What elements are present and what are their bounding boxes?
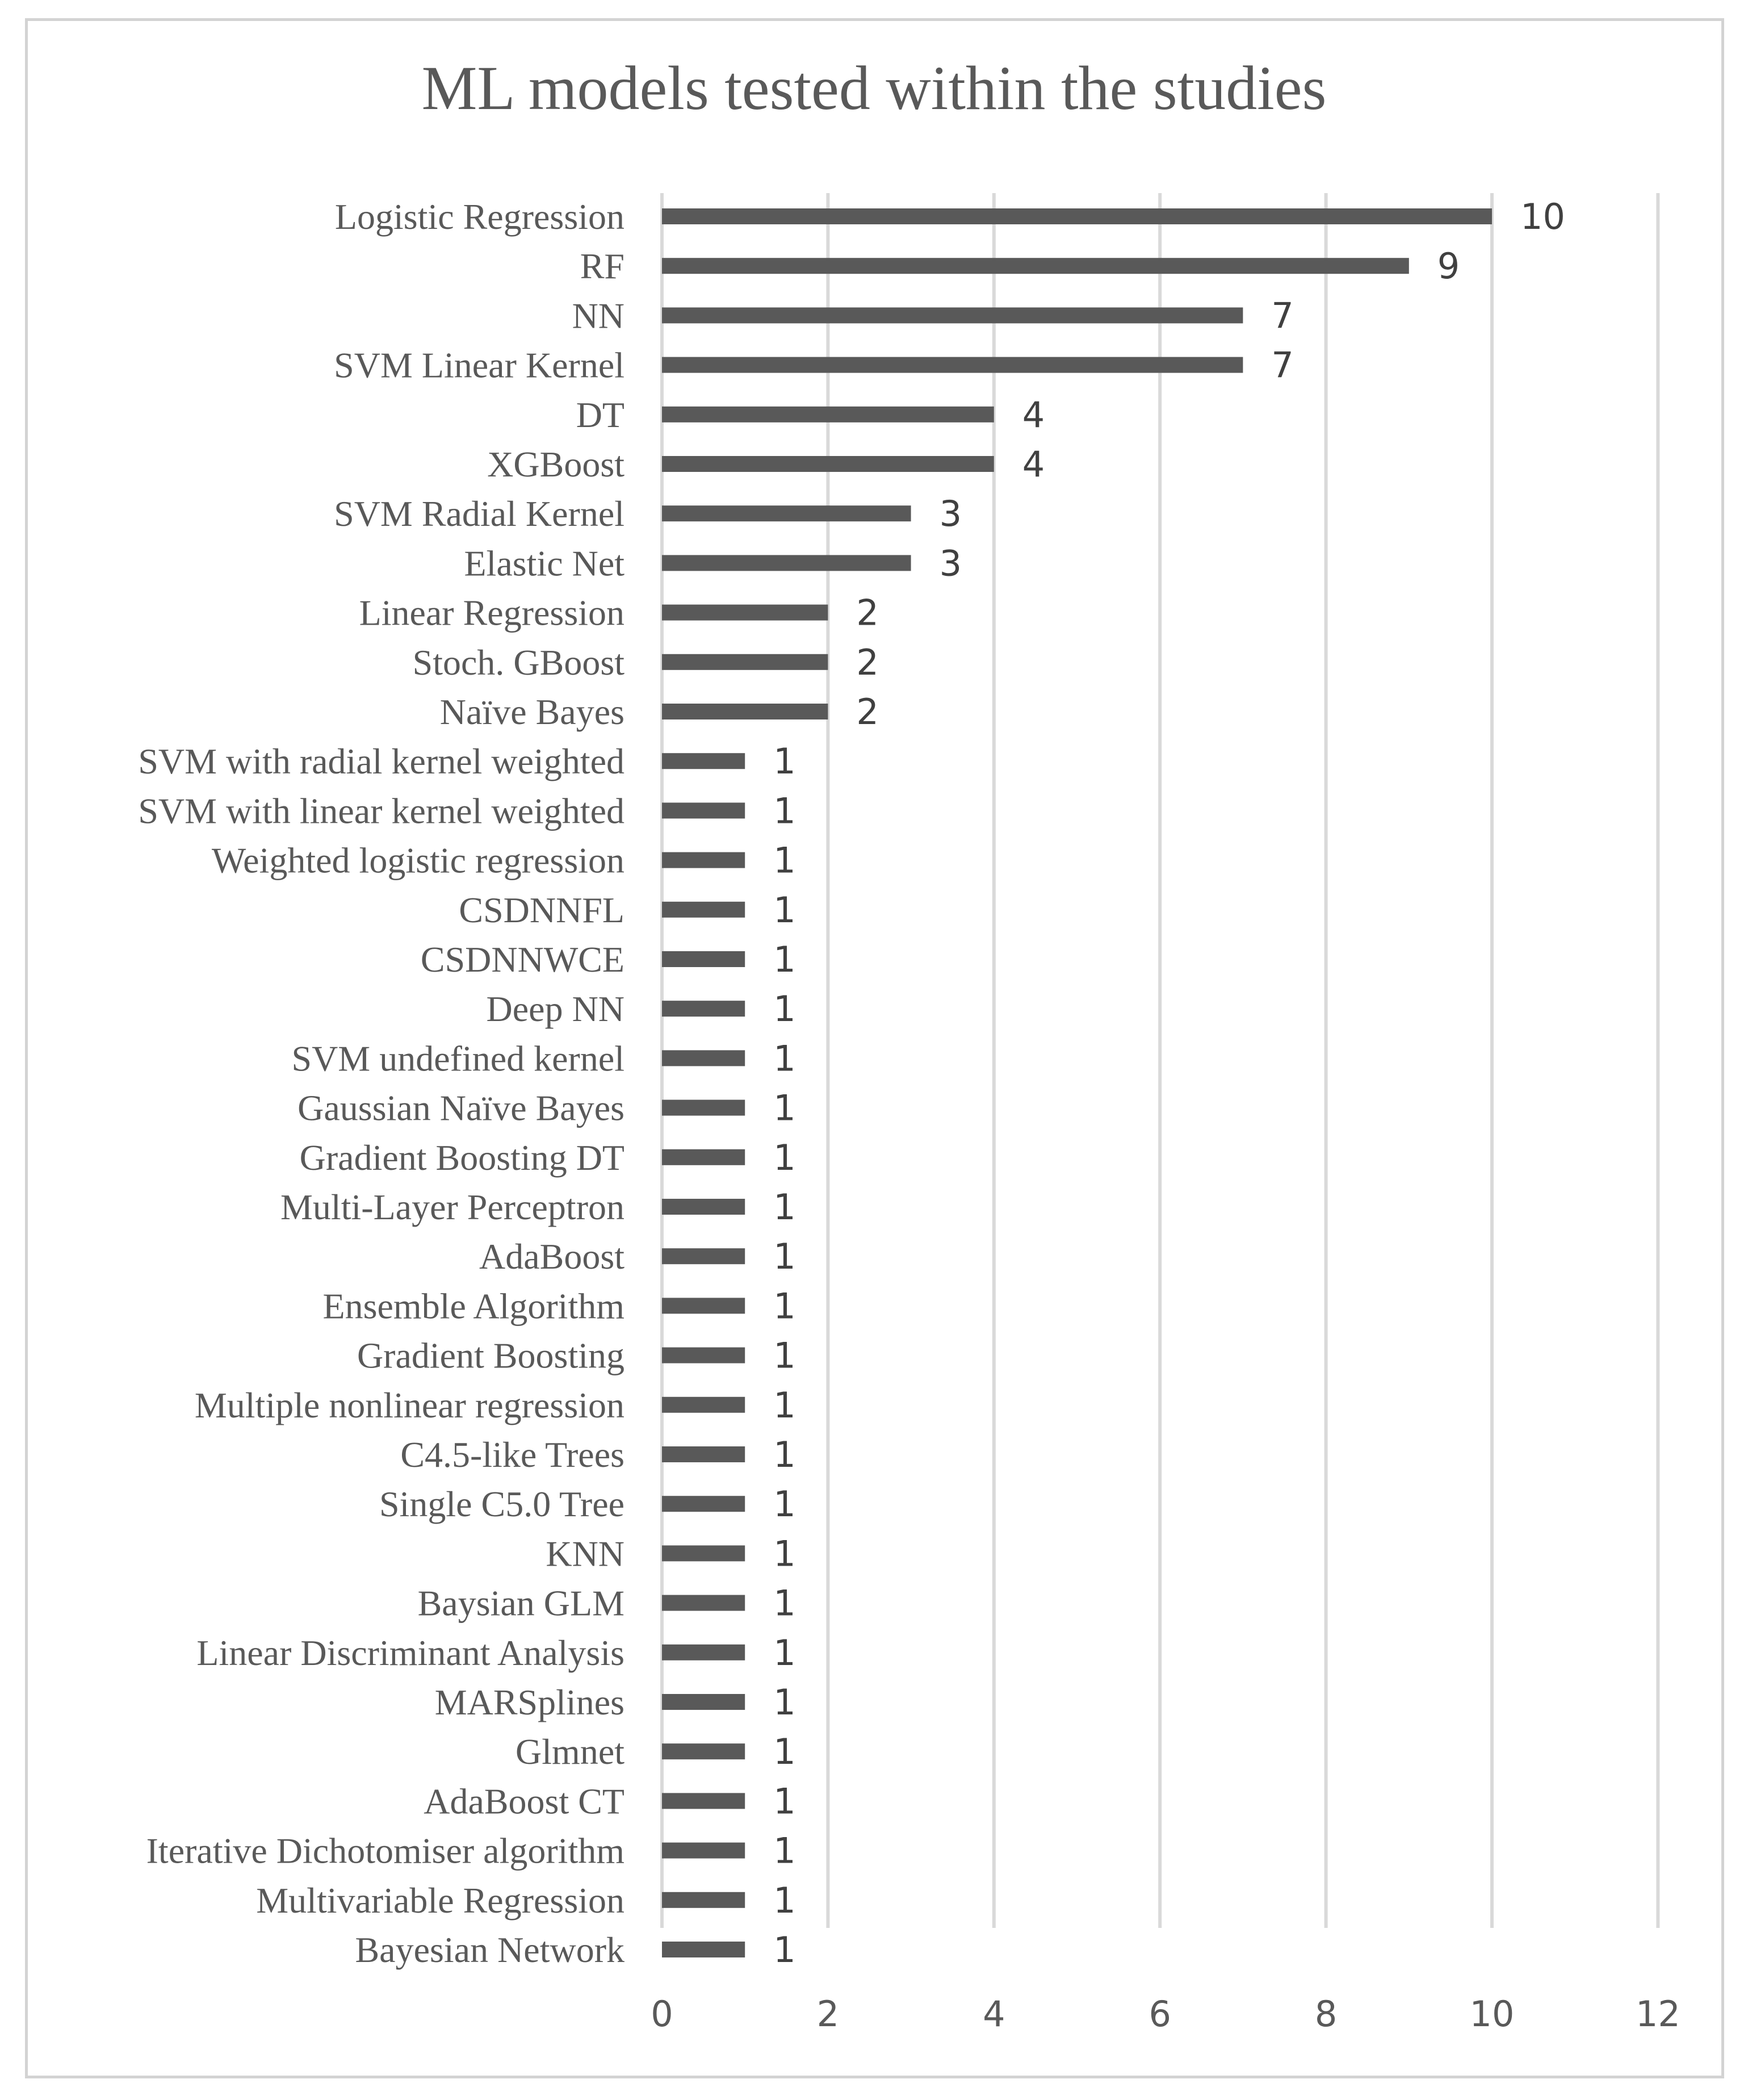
- data-label: 2: [856, 641, 879, 683]
- bar: [662, 1595, 745, 1611]
- category-label: Ensemble Algorithm: [322, 1286, 624, 1327]
- category-label: Elastic Net: [464, 543, 624, 584]
- data-label: 1: [773, 1285, 796, 1327]
- category-label: CSDNNWCE: [420, 939, 624, 980]
- category-label: Single C5.0 Tree: [379, 1484, 624, 1525]
- category-label: Stoch. GBoost: [412, 642, 624, 683]
- bar: [662, 1050, 745, 1066]
- data-label: 1: [773, 1434, 796, 1475]
- category-label: Gradient Boosting: [357, 1335, 624, 1376]
- data-label: 7: [1271, 344, 1294, 386]
- data-label: 2: [856, 592, 879, 634]
- bar: [662, 1694, 745, 1710]
- data-label: 1: [773, 1780, 796, 1822]
- bar: [662, 654, 828, 670]
- category-label: Baysian GLM: [417, 1583, 624, 1624]
- bar: [662, 1397, 745, 1413]
- x-tick-label: 6: [1148, 1993, 1171, 2035]
- category-label: CSDNNFL: [459, 889, 624, 930]
- bar: [662, 902, 745, 918]
- category-label: SVM Linear Kernel: [334, 345, 624, 386]
- bar: [662, 1298, 745, 1313]
- category-label: Linear Regression: [359, 592, 624, 633]
- category-label: AdaBoost: [479, 1236, 624, 1277]
- bar: [662, 258, 1409, 274]
- data-label: 1: [773, 1136, 796, 1178]
- data-label: 9: [1437, 245, 1460, 287]
- bar: [662, 1793, 745, 1809]
- bar: [662, 753, 745, 769]
- category-label: SVM Radial Kernel: [334, 493, 624, 534]
- bar: [662, 555, 911, 571]
- category-label: Multiple nonlinear regression: [194, 1384, 624, 1425]
- data-label: 1: [773, 988, 796, 1030]
- category-label: MARSplines: [434, 1682, 624, 1722]
- bar: [662, 1199, 745, 1215]
- category-label: Multivariable Regression: [256, 1880, 624, 1921]
- data-label: 3: [939, 493, 962, 535]
- data-label: 4: [1022, 394, 1045, 436]
- category-label: SVM with linear kernel weighted: [138, 790, 624, 831]
- data-label: 1: [773, 1483, 796, 1525]
- data-label: 1: [773, 741, 796, 783]
- data-label: 3: [939, 542, 962, 584]
- bar: [662, 1942, 745, 1957]
- category-label: SVM with radial kernel weighted: [138, 741, 624, 782]
- gridlines: [662, 193, 1658, 1928]
- data-label: 4: [1022, 444, 1045, 485]
- category-label: C4.5-like Trees: [400, 1434, 624, 1475]
- x-tick-label: 10: [1469, 1993, 1515, 2035]
- category-label: Logistic Regression: [334, 196, 624, 237]
- category-label: Bayesian Network: [355, 1930, 624, 1970]
- bar: [662, 1001, 745, 1016]
- data-label: 1: [773, 1582, 796, 1624]
- category-labels: [138, 196, 624, 1970]
- bar: [662, 1446, 745, 1462]
- category-label: NN: [572, 295, 624, 336]
- bar: [662, 1843, 745, 1859]
- x-tick-label: 2: [816, 1993, 840, 2035]
- category-label: AdaBoost CT: [424, 1781, 624, 1822]
- chart-title: ML models tested within the studies: [421, 53, 1327, 123]
- data-label: 1: [773, 790, 796, 832]
- bar: [662, 208, 1492, 224]
- data-label: 1: [773, 939, 796, 980]
- bar: [662, 1892, 745, 1908]
- bar: [662, 1743, 745, 1759]
- category-label: Glmnet: [515, 1731, 624, 1772]
- bar: [662, 1645, 745, 1660]
- data-label: 1: [773, 1236, 796, 1278]
- data-label: 1: [773, 1681, 796, 1723]
- data-label: 2: [856, 691, 879, 733]
- category-label: Weighted logistic regression: [211, 840, 624, 881]
- bar: [662, 1545, 745, 1561]
- category-label: Deep NN: [486, 989, 624, 1030]
- bar: [662, 852, 745, 868]
- data-label: 7: [1271, 295, 1294, 337]
- x-tick-label: 0: [651, 1993, 673, 2035]
- category-label: KNN: [546, 1533, 624, 1574]
- bar: [662, 951, 745, 967]
- data-label: 1: [773, 1186, 796, 1228]
- data-label: 1: [773, 1830, 796, 1872]
- bar: [662, 505, 911, 521]
- data-label: 1: [773, 1632, 796, 1674]
- x-tick-label: 12: [1635, 1993, 1680, 2035]
- bar: [662, 456, 994, 472]
- bar: [662, 1496, 745, 1512]
- category-label: Linear Discriminant Analysis: [196, 1632, 624, 1673]
- category-label: Gradient Boosting DT: [299, 1137, 624, 1178]
- data-label: 1: [773, 1533, 796, 1575]
- category-label: RF: [580, 246, 624, 287]
- category-label: SVM undefined kernel: [291, 1038, 624, 1079]
- bar: [662, 802, 745, 818]
- category-label: Naïve Bayes: [439, 692, 624, 732]
- category-label: Multi-Layer Perceptron: [280, 1187, 624, 1227]
- data-label: 1: [773, 1335, 796, 1377]
- category-label: XGBoost: [487, 444, 624, 484]
- x-tick-label: 8: [1314, 1993, 1338, 2035]
- bar: [662, 407, 994, 422]
- data-label: 1: [773, 1038, 796, 1080]
- data-label: 1: [773, 1879, 796, 1921]
- data-label: 1: [773, 839, 796, 881]
- bar: [662, 1248, 745, 1264]
- data-label: 1: [773, 1929, 796, 1971]
- data-label: 1: [773, 1731, 796, 1773]
- bar: [662, 605, 828, 621]
- bar: [662, 357, 1243, 373]
- bar: [662, 1348, 745, 1363]
- data-label: 1: [773, 889, 796, 931]
- data-label: 10: [1520, 196, 1565, 237]
- bar: [662, 704, 828, 719]
- bar: [662, 1149, 745, 1165]
- x-axis-tick-labels: [651, 1993, 1680, 2035]
- bar: [662, 1100, 745, 1116]
- x-tick-label: 4: [983, 1993, 1005, 2035]
- category-label: Iterative Dichotomiser algorithm: [146, 1830, 624, 1871]
- category-label: Gaussian Naïve Bayes: [297, 1087, 624, 1128]
- data-label: 1: [773, 1384, 796, 1426]
- data-label: 1: [773, 1087, 796, 1129]
- bar: [662, 307, 1243, 323]
- category-label: DT: [576, 394, 624, 435]
